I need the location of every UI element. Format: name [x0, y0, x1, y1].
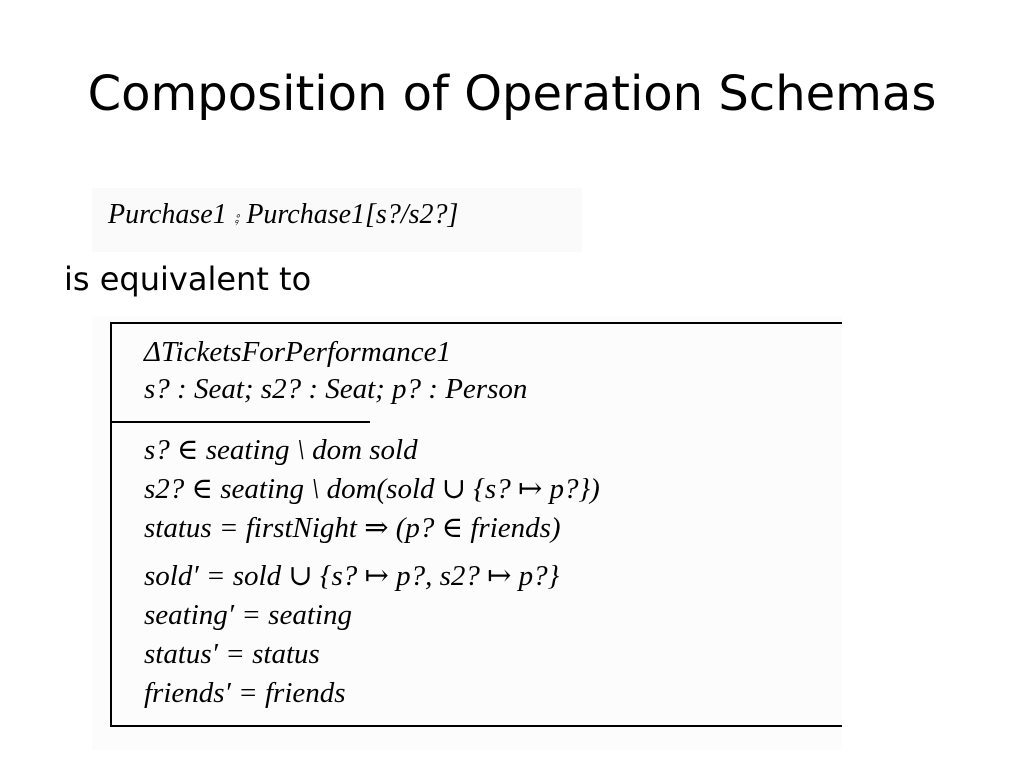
schema-predicate: status = firstNight ⇒ (p? ∈ friends) — [144, 512, 561, 544]
schema-predicate: s? ∈ seating \ dom sold — [144, 434, 418, 466]
schema-predicate: sold′ = sold ∪ {s? ↦ p?, s2? ↦ p?} — [144, 560, 560, 592]
schema-top-line — [110, 322, 842, 324]
equivalence-text: is equivalent to — [64, 260, 312, 298]
schema-declaration: ΔTicketsForPerformance1 — [144, 336, 451, 368]
schema-divider-line — [110, 421, 370, 423]
schema-predicate: status′ = status — [144, 638, 320, 670]
schema-predicate: friends′ = friends — [144, 677, 346, 709]
schema-declaration: s? : Seat; s2? : Seat; p? : Person — [144, 373, 528, 405]
composition-expression: Purchase1 ⨾ Purchase1[s?/s2?] — [108, 199, 459, 230]
slide-title: Composition of Operation Schemas — [87, 66, 937, 122]
schema-left-border — [110, 322, 112, 726]
schema-predicate: s2? ∈ seating \ dom(sold ∪ {s? ↦ p?}) — [144, 473, 600, 505]
schema-bottom-line — [110, 725, 842, 727]
schema-predicate: seating′ = seating — [144, 599, 352, 631]
